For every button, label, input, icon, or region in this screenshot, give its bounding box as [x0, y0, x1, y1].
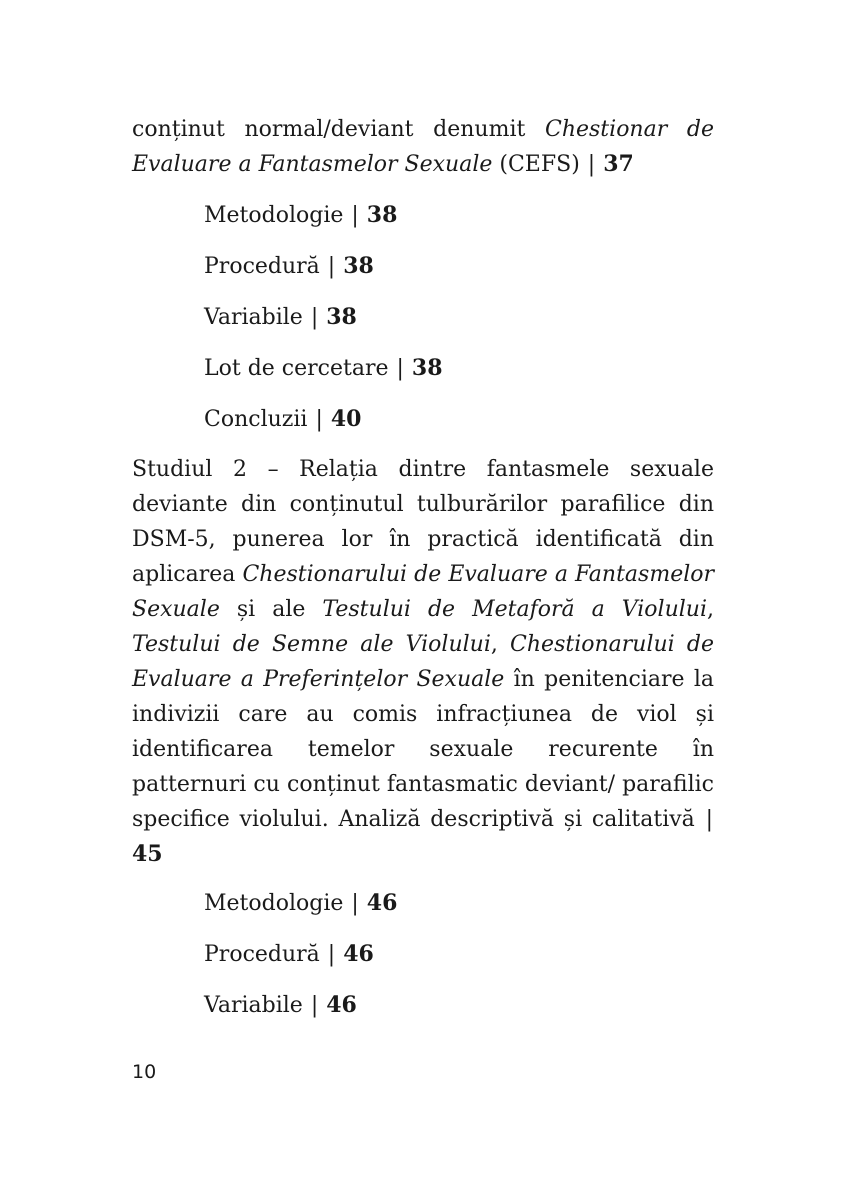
toc-page-number: 37	[603, 151, 634, 177]
toc-separator: |	[310, 993, 319, 1018]
toc-page-number: 46	[366, 890, 398, 916]
toc-page-number: 46	[326, 992, 357, 1018]
toc-entry-text: ,	[706, 597, 714, 622]
toc-entry-text: Studiul 2 – Relația dintre fantasmele sexuale deviante din conținutul tulburărilor parafilice din DSM-5, punerea lor în practică identificată din aplicarea	[132, 457, 714, 587]
toc-entry-text: și ale	[219, 597, 323, 622]
toc-entry-cefs	[132, 112, 714, 182]
toc-subentry	[204, 402, 361, 437]
page-number: 10	[132, 1061, 157, 1083]
toc-separator: |	[327, 254, 336, 279]
toc-entry-title-italic: Chestionar de Evaluare a Fantasmelor Sexuale	[132, 117, 714, 177]
toc-subentry	[204, 300, 357, 335]
toc-page-number: 40	[330, 406, 362, 432]
toc-separator: |	[351, 891, 359, 916]
toc-entry-text: conținut normal/deviant denumit	[132, 117, 545, 142]
toc-entry-title-italic: Testului de Semne ale Violului	[132, 632, 491, 657]
toc-subentry	[204, 198, 397, 233]
toc-page-number: 38	[366, 202, 398, 228]
toc-separator: |	[310, 305, 319, 330]
toc-entry-text: (CEFS)	[492, 152, 587, 177]
toc-page-number: 38	[411, 355, 443, 381]
toc-subentry	[204, 249, 374, 284]
toc-subentry	[204, 937, 374, 972]
toc-subentry	[204, 988, 357, 1023]
toc-separator: |	[705, 807, 713, 832]
toc-separator: |	[327, 942, 336, 967]
toc-page-number: 38	[326, 304, 357, 330]
toc-subentry-label: Metodologie	[204, 203, 351, 228]
toc-entry-text: în penitenciare la indivizii care au comis infracțiunea de viol și identificarea temelor sexuale recurente în patternuri cu conținut fantasmatic deviant/ parafilic specifice violului. Analiză descriptivă și calitativă	[132, 667, 714, 832]
toc-separator: |	[351, 203, 359, 228]
toc-page-number: 38	[343, 253, 374, 279]
toc-subentry-label: Variabile	[204, 305, 310, 330]
toc-separator: |	[315, 407, 323, 432]
toc-subentry-label: Lot de cercetare	[204, 356, 396, 381]
toc-separator: |	[396, 356, 404, 381]
toc-page-number: 45	[132, 841, 163, 867]
toc-subentry-label: Metodologie	[204, 891, 351, 916]
toc-entry-studiul-2	[132, 452, 714, 872]
toc-entry-title-italic: Chestionarului de Evaluare a Fantasmelor Sexuale	[132, 562, 715, 622]
toc-subentry	[204, 886, 397, 921]
toc-subentry-label: Procedură	[204, 942, 327, 967]
toc-entry-title-italic: Testului de Metaforă a Violului	[322, 597, 707, 622]
toc-entry-title-italic: Chestionarului de Evaluare a Preferințelor Sexuale	[132, 632, 714, 692]
toc-subentry-label: Concluzii	[204, 407, 315, 432]
toc-page-number: 46	[343, 941, 374, 967]
toc-subentry-label: Variabile	[204, 993, 310, 1018]
toc-separator: |	[587, 152, 596, 177]
toc-subentry-label: Procedură	[204, 254, 327, 279]
toc-entry-text: ,	[490, 632, 511, 657]
toc-subentry	[204, 351, 443, 386]
